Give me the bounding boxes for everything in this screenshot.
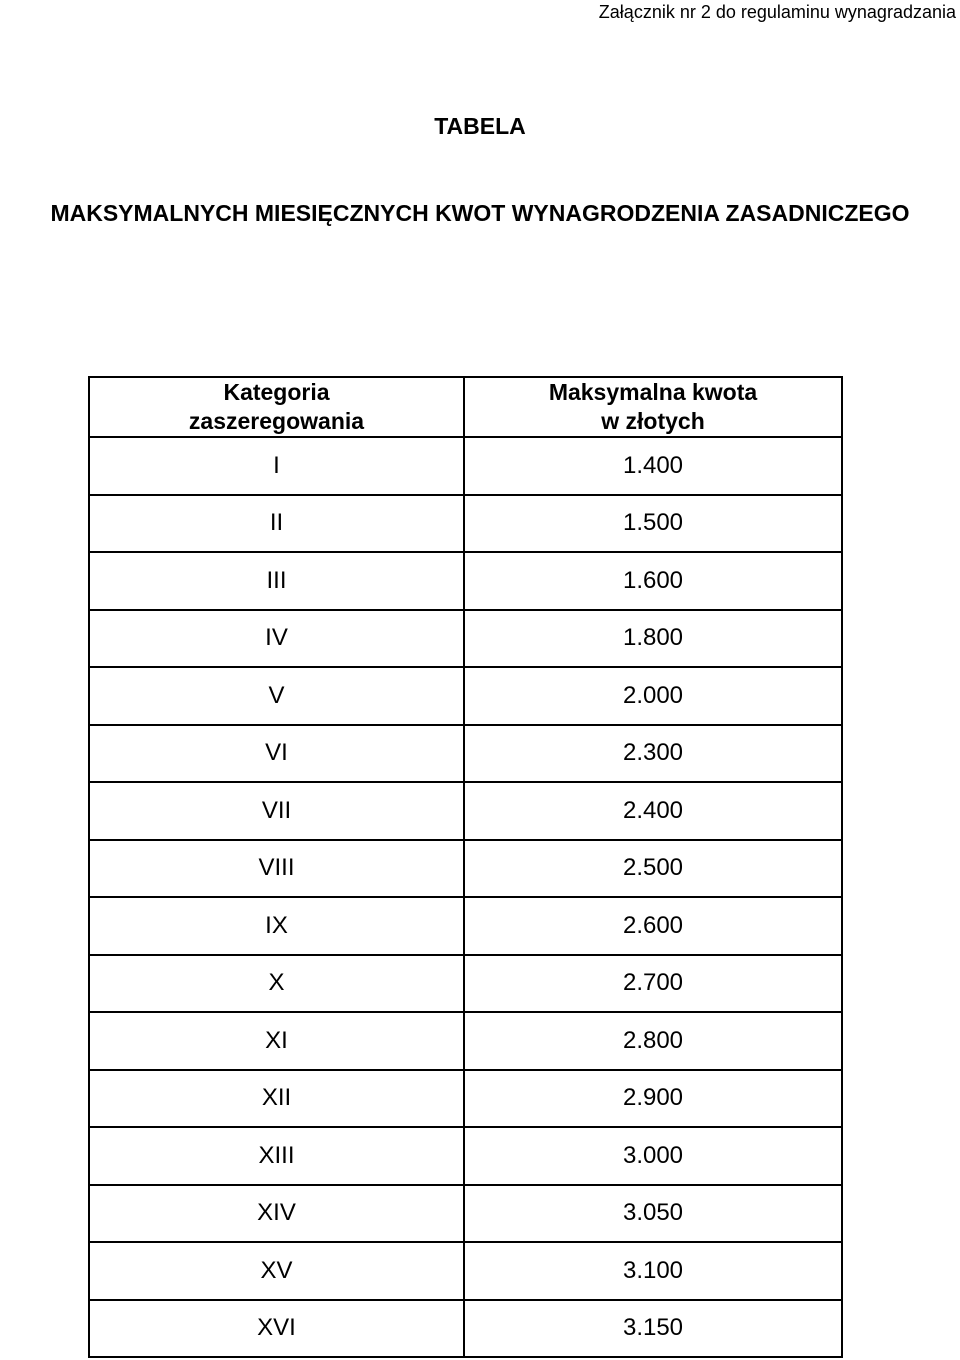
category-cell: IV: [89, 610, 464, 668]
amount-cell: 1.500: [464, 495, 842, 553]
header-amount-line2: w złotych: [601, 408, 705, 434]
table-row: [89, 1300, 842, 1358]
table-row: [89, 725, 842, 783]
category-cell: V: [89, 667, 464, 725]
table-row: [89, 1185, 842, 1243]
category-cell: II: [89, 495, 464, 553]
table-row: [89, 840, 842, 898]
table-row: [89, 495, 842, 553]
header-amount: [464, 377, 842, 437]
table-row: [89, 667, 842, 725]
table-row: [89, 782, 842, 840]
amount-cell: 2.500: [464, 840, 842, 898]
category-cell: XI: [89, 1012, 464, 1070]
category-cell: I: [89, 437, 464, 495]
attachment-note: Załącznik nr 2 do regulaminu wynagradzania: [598, 2, 956, 22]
table-row: [89, 1070, 842, 1128]
header-category-line1: Kategoria: [223, 379, 330, 405]
category-cell: VII: [89, 782, 464, 840]
category-cell: XIII: [89, 1127, 464, 1185]
category-cell: XIV: [89, 1185, 464, 1243]
category-cell: XV: [89, 1242, 464, 1300]
table-row: [89, 1127, 842, 1185]
table-row: [89, 552, 842, 610]
amount-cell: 2.600: [464, 897, 842, 955]
amount-cell: 3.100: [464, 1242, 842, 1300]
table-header-row: [89, 377, 842, 437]
amount-cell: 3.000: [464, 1127, 842, 1185]
table-row: [89, 1012, 842, 1070]
table-row: [89, 897, 842, 955]
category-cell: VIII: [89, 840, 464, 898]
amount-cell: 2.000: [464, 667, 842, 725]
amount-cell: 3.050: [464, 1185, 842, 1243]
amount-cell: 3.150: [464, 1300, 842, 1358]
category-cell: X: [89, 955, 464, 1013]
amount-cell: 1.800: [464, 610, 842, 668]
header-amount-line1: Maksymalna kwota: [548, 379, 758, 405]
amount-cell: 2.900: [464, 1070, 842, 1128]
category-cell: XII: [89, 1070, 464, 1128]
table-row: [89, 437, 842, 495]
amount-cell: 2.800: [464, 1012, 842, 1070]
table-row: [89, 1242, 842, 1300]
category-cell: XVI: [89, 1300, 464, 1358]
header-category-line2: zaszeregowania: [188, 408, 365, 434]
document-subtitle: MAKSYMALNYCH MIESIĘCZNYCH KWOT WYNAGRODZENIA ZASADNICZEGO: [50, 200, 910, 226]
header-category: [89, 377, 464, 437]
table-row: [89, 610, 842, 668]
amount-cell: 1.400: [464, 437, 842, 495]
document-title: TABELA: [434, 113, 526, 139]
category-cell: VI: [89, 725, 464, 783]
salary-table: [88, 376, 843, 1358]
amount-cell: 2.300: [464, 725, 842, 783]
category-cell: III: [89, 552, 464, 610]
amount-cell: 2.400: [464, 782, 842, 840]
table-row: [89, 955, 842, 1013]
amount-cell: 1.600: [464, 552, 842, 610]
amount-cell: 2.700: [464, 955, 842, 1013]
category-cell: IX: [89, 897, 464, 955]
